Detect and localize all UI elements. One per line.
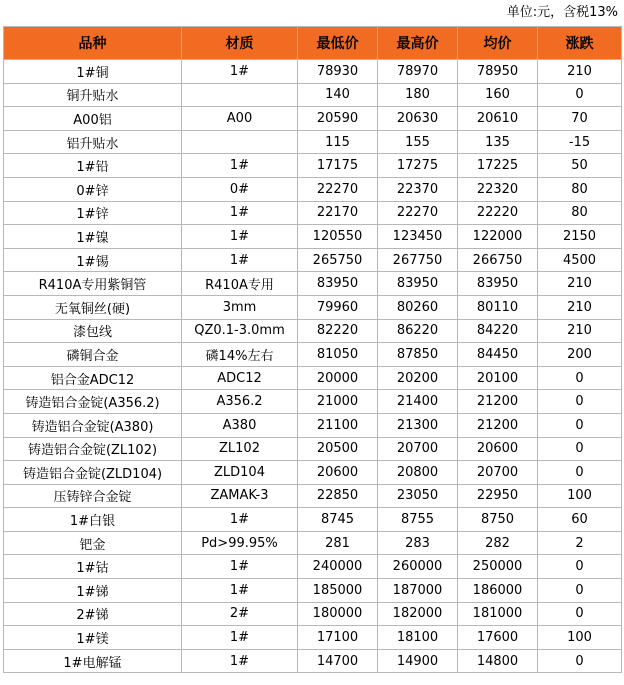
avg-price-cell: 181000 bbox=[458, 602, 538, 626]
low-price-cell: 265750 bbox=[298, 248, 378, 272]
variety-cell: 铝合金ADC12 bbox=[4, 366, 182, 390]
high-price-cell: 20630 bbox=[378, 107, 458, 131]
high-price-cell: 17275 bbox=[378, 154, 458, 178]
change-cell: 2150 bbox=[538, 225, 622, 249]
change-cell: 0 bbox=[538, 579, 622, 603]
low-price-cell: 14700 bbox=[298, 649, 378, 673]
low-price-cell: 185000 bbox=[298, 579, 378, 603]
avg-price-cell: 21200 bbox=[458, 390, 538, 414]
low-price-cell: 21000 bbox=[298, 390, 378, 414]
low-price-cell: 17175 bbox=[298, 154, 378, 178]
low-price-cell: 140 bbox=[298, 83, 378, 107]
variety-cell: 1#铅 bbox=[4, 154, 182, 178]
low-price-cell: 83950 bbox=[298, 272, 378, 296]
avg-price-cell: 160 bbox=[458, 83, 538, 107]
material-cell: A356.2 bbox=[182, 390, 298, 414]
high-price-cell: 14900 bbox=[378, 649, 458, 673]
avg-price-cell: 83950 bbox=[458, 272, 538, 296]
col-header-low-price: 最低价 bbox=[298, 27, 378, 60]
change-cell: 0 bbox=[538, 461, 622, 485]
avg-price-cell: 20610 bbox=[458, 107, 538, 131]
avg-price-cell: 22950 bbox=[458, 484, 538, 508]
material-cell: 3mm bbox=[182, 295, 298, 319]
high-price-cell: 155 bbox=[378, 130, 458, 154]
low-price-cell: 82220 bbox=[298, 319, 378, 343]
price-table bbox=[3, 26, 622, 673]
avg-price-cell: 17600 bbox=[458, 626, 538, 650]
change-cell: 0 bbox=[538, 413, 622, 437]
table-row bbox=[4, 579, 622, 603]
table-row bbox=[4, 60, 622, 84]
variety-cell: 1#镍 bbox=[4, 225, 182, 249]
change-cell: 100 bbox=[538, 484, 622, 508]
table-row bbox=[4, 107, 622, 131]
avg-price-cell: 135 bbox=[458, 130, 538, 154]
change-cell: 210 bbox=[538, 272, 622, 296]
avg-price-cell: 22320 bbox=[458, 177, 538, 201]
variety-cell: 无氧铜丝(硬) bbox=[4, 295, 182, 319]
unit-note: 单位:元，含税13% bbox=[506, 5, 618, 20]
table-row bbox=[4, 555, 622, 579]
table-row bbox=[4, 366, 622, 390]
variety-cell: 铸造铝合金锭(A356.2) bbox=[4, 390, 182, 414]
col-header-change: 涨跌 bbox=[538, 27, 622, 60]
material-cell: 0# bbox=[182, 177, 298, 201]
change-cell: 80 bbox=[538, 177, 622, 201]
variety-cell: R410A专用紫铜管 bbox=[4, 272, 182, 296]
table-row bbox=[4, 225, 622, 249]
avg-price-cell: 186000 bbox=[458, 579, 538, 603]
high-price-cell: 123450 bbox=[378, 225, 458, 249]
low-price-cell: 22850 bbox=[298, 484, 378, 508]
material-cell: A00 bbox=[182, 107, 298, 131]
low-price-cell: 22270 bbox=[298, 177, 378, 201]
low-price-cell: 115 bbox=[298, 130, 378, 154]
table-row bbox=[4, 626, 622, 650]
low-price-cell: 180000 bbox=[298, 602, 378, 626]
material-cell: 磷14%左右 bbox=[182, 343, 298, 367]
low-price-cell: 20000 bbox=[298, 366, 378, 390]
variety-cell: 铝升贴水 bbox=[4, 130, 182, 154]
change-cell: 50 bbox=[538, 154, 622, 178]
avg-price-cell: 80110 bbox=[458, 295, 538, 319]
variety-cell: 1#钴 bbox=[4, 555, 182, 579]
header-row bbox=[4, 27, 622, 60]
table-row bbox=[4, 319, 622, 343]
table-row bbox=[4, 413, 622, 437]
material-cell: 1# bbox=[182, 508, 298, 532]
change-cell: -15 bbox=[538, 130, 622, 154]
low-price-cell: 79960 bbox=[298, 295, 378, 319]
change-cell: 0 bbox=[538, 366, 622, 390]
material-cell: ZAMAK-3 bbox=[182, 484, 298, 508]
variety-cell: 磷铜合金 bbox=[4, 343, 182, 367]
table-row bbox=[4, 248, 622, 272]
high-price-cell: 20700 bbox=[378, 437, 458, 461]
high-price-cell: 20800 bbox=[378, 461, 458, 485]
change-cell: 100 bbox=[538, 626, 622, 650]
change-cell: 70 bbox=[538, 107, 622, 131]
change-cell: 80 bbox=[538, 201, 622, 225]
variety-cell: A00铝 bbox=[4, 107, 182, 131]
change-cell: 4500 bbox=[538, 248, 622, 272]
high-price-cell: 23050 bbox=[378, 484, 458, 508]
avg-price-cell: 266750 bbox=[458, 248, 538, 272]
change-cell: 210 bbox=[538, 295, 622, 319]
variety-cell: 1#电解锰 bbox=[4, 649, 182, 673]
variety-cell: 1#白银 bbox=[4, 508, 182, 532]
change-cell: 2 bbox=[538, 531, 622, 555]
high-price-cell: 180 bbox=[378, 83, 458, 107]
change-cell: 210 bbox=[538, 319, 622, 343]
low-price-cell: 120550 bbox=[298, 225, 378, 249]
variety-cell: 铸造铝合金锭(A380) bbox=[4, 413, 182, 437]
variety-cell: 1#铜 bbox=[4, 60, 182, 84]
col-header-variety: 品种 bbox=[4, 27, 182, 60]
material-cell: 1# bbox=[182, 579, 298, 603]
low-price-cell: 17100 bbox=[298, 626, 378, 650]
table-row bbox=[4, 437, 622, 461]
variety-cell: 压铸锌合金锭 bbox=[4, 484, 182, 508]
low-price-cell: 78930 bbox=[298, 60, 378, 84]
low-price-cell: 240000 bbox=[298, 555, 378, 579]
table-row bbox=[4, 83, 622, 107]
table-row bbox=[4, 130, 622, 154]
avg-price-cell: 20600 bbox=[458, 437, 538, 461]
col-header-material: 材质 bbox=[182, 27, 298, 60]
variety-cell: 0#锌 bbox=[4, 177, 182, 201]
variety-cell: 漆包线 bbox=[4, 319, 182, 343]
high-price-cell: 22270 bbox=[378, 201, 458, 225]
table-row bbox=[4, 508, 622, 532]
material-cell: R410A专用 bbox=[182, 272, 298, 296]
high-price-cell: 267750 bbox=[378, 248, 458, 272]
avg-price-cell: 122000 bbox=[458, 225, 538, 249]
material-cell: 1# bbox=[182, 555, 298, 579]
high-price-cell: 283 bbox=[378, 531, 458, 555]
high-price-cell: 87850 bbox=[378, 343, 458, 367]
avg-price-cell: 20700 bbox=[458, 461, 538, 485]
change-cell: 0 bbox=[538, 555, 622, 579]
material-cell: Pd>99.95% bbox=[182, 531, 298, 555]
avg-price-cell: 20100 bbox=[458, 366, 538, 390]
avg-price-cell: 14800 bbox=[458, 649, 538, 673]
material-cell: A380 bbox=[182, 413, 298, 437]
variety-cell: 1#镁 bbox=[4, 626, 182, 650]
low-price-cell: 20600 bbox=[298, 461, 378, 485]
table-row bbox=[4, 531, 622, 555]
table-row bbox=[4, 272, 622, 296]
material-cell: QZ0.1-3.0mm bbox=[182, 319, 298, 343]
low-price-cell: 8745 bbox=[298, 508, 378, 532]
avg-price-cell: 84450 bbox=[458, 343, 538, 367]
variety-cell: 1#锑 bbox=[4, 579, 182, 603]
table-row bbox=[4, 343, 622, 367]
table-row bbox=[4, 602, 622, 626]
low-price-cell: 20500 bbox=[298, 437, 378, 461]
low-price-cell: 20590 bbox=[298, 107, 378, 131]
material-cell: 1# bbox=[182, 154, 298, 178]
avg-price-cell: 21200 bbox=[458, 413, 538, 437]
material-cell: ZL102 bbox=[182, 437, 298, 461]
material-cell: 1# bbox=[182, 60, 298, 84]
avg-price-cell: 22220 bbox=[458, 201, 538, 225]
change-cell: 210 bbox=[538, 60, 622, 84]
material-cell: 2# bbox=[182, 602, 298, 626]
variety-cell: 钯金 bbox=[4, 531, 182, 555]
change-cell: 0 bbox=[538, 649, 622, 673]
material-cell: 1# bbox=[182, 626, 298, 650]
variety-cell: 铜升贴水 bbox=[4, 83, 182, 107]
high-price-cell: 8755 bbox=[378, 508, 458, 532]
high-price-cell: 182000 bbox=[378, 602, 458, 626]
material-cell: ADC12 bbox=[182, 366, 298, 390]
col-header-avg-price: 均价 bbox=[458, 27, 538, 60]
high-price-cell: 187000 bbox=[378, 579, 458, 603]
low-price-cell: 81050 bbox=[298, 343, 378, 367]
avg-price-cell: 84220 bbox=[458, 319, 538, 343]
high-price-cell: 22370 bbox=[378, 177, 458, 201]
high-price-cell: 86220 bbox=[378, 319, 458, 343]
high-price-cell: 80260 bbox=[378, 295, 458, 319]
change-cell: 60 bbox=[538, 508, 622, 532]
table-row bbox=[4, 390, 622, 414]
material-cell: ZLD104 bbox=[182, 461, 298, 485]
material-cell bbox=[182, 130, 298, 154]
avg-price-cell: 8750 bbox=[458, 508, 538, 532]
material-cell: 1# bbox=[182, 248, 298, 272]
high-price-cell: 78970 bbox=[378, 60, 458, 84]
low-price-cell: 21100 bbox=[298, 413, 378, 437]
table-row bbox=[4, 201, 622, 225]
change-cell: 200 bbox=[538, 343, 622, 367]
variety-cell: 1#锌 bbox=[4, 201, 182, 225]
variety-cell: 1#锡 bbox=[4, 248, 182, 272]
change-cell: 0 bbox=[538, 602, 622, 626]
table-row bbox=[4, 484, 622, 508]
variety-cell: 2#锑 bbox=[4, 602, 182, 626]
high-price-cell: 260000 bbox=[378, 555, 458, 579]
table-row bbox=[4, 177, 622, 201]
variety-cell: 铸造铝合金锭(ZL102) bbox=[4, 437, 182, 461]
high-price-cell: 83950 bbox=[378, 272, 458, 296]
table-row bbox=[4, 649, 622, 673]
material-cell: 1# bbox=[182, 225, 298, 249]
high-price-cell: 21300 bbox=[378, 413, 458, 437]
avg-price-cell: 17225 bbox=[458, 154, 538, 178]
table-row bbox=[4, 461, 622, 485]
avg-price-cell: 250000 bbox=[458, 555, 538, 579]
avg-price-cell: 78950 bbox=[458, 60, 538, 84]
high-price-cell: 18100 bbox=[378, 626, 458, 650]
high-price-cell: 20200 bbox=[378, 366, 458, 390]
low-price-cell: 281 bbox=[298, 531, 378, 555]
table-row bbox=[4, 295, 622, 319]
variety-cell: 铸造铝合金锭(ZLD104) bbox=[4, 461, 182, 485]
material-cell: 1# bbox=[182, 649, 298, 673]
change-cell: 0 bbox=[538, 437, 622, 461]
avg-price-cell: 282 bbox=[458, 531, 538, 555]
col-header-high-price: 最高价 bbox=[378, 27, 458, 60]
change-cell: 0 bbox=[538, 390, 622, 414]
material-cell bbox=[182, 83, 298, 107]
material-cell: 1# bbox=[182, 201, 298, 225]
low-price-cell: 22170 bbox=[298, 201, 378, 225]
table-row bbox=[4, 154, 622, 178]
change-cell: 0 bbox=[538, 83, 622, 107]
high-price-cell: 21400 bbox=[378, 390, 458, 414]
